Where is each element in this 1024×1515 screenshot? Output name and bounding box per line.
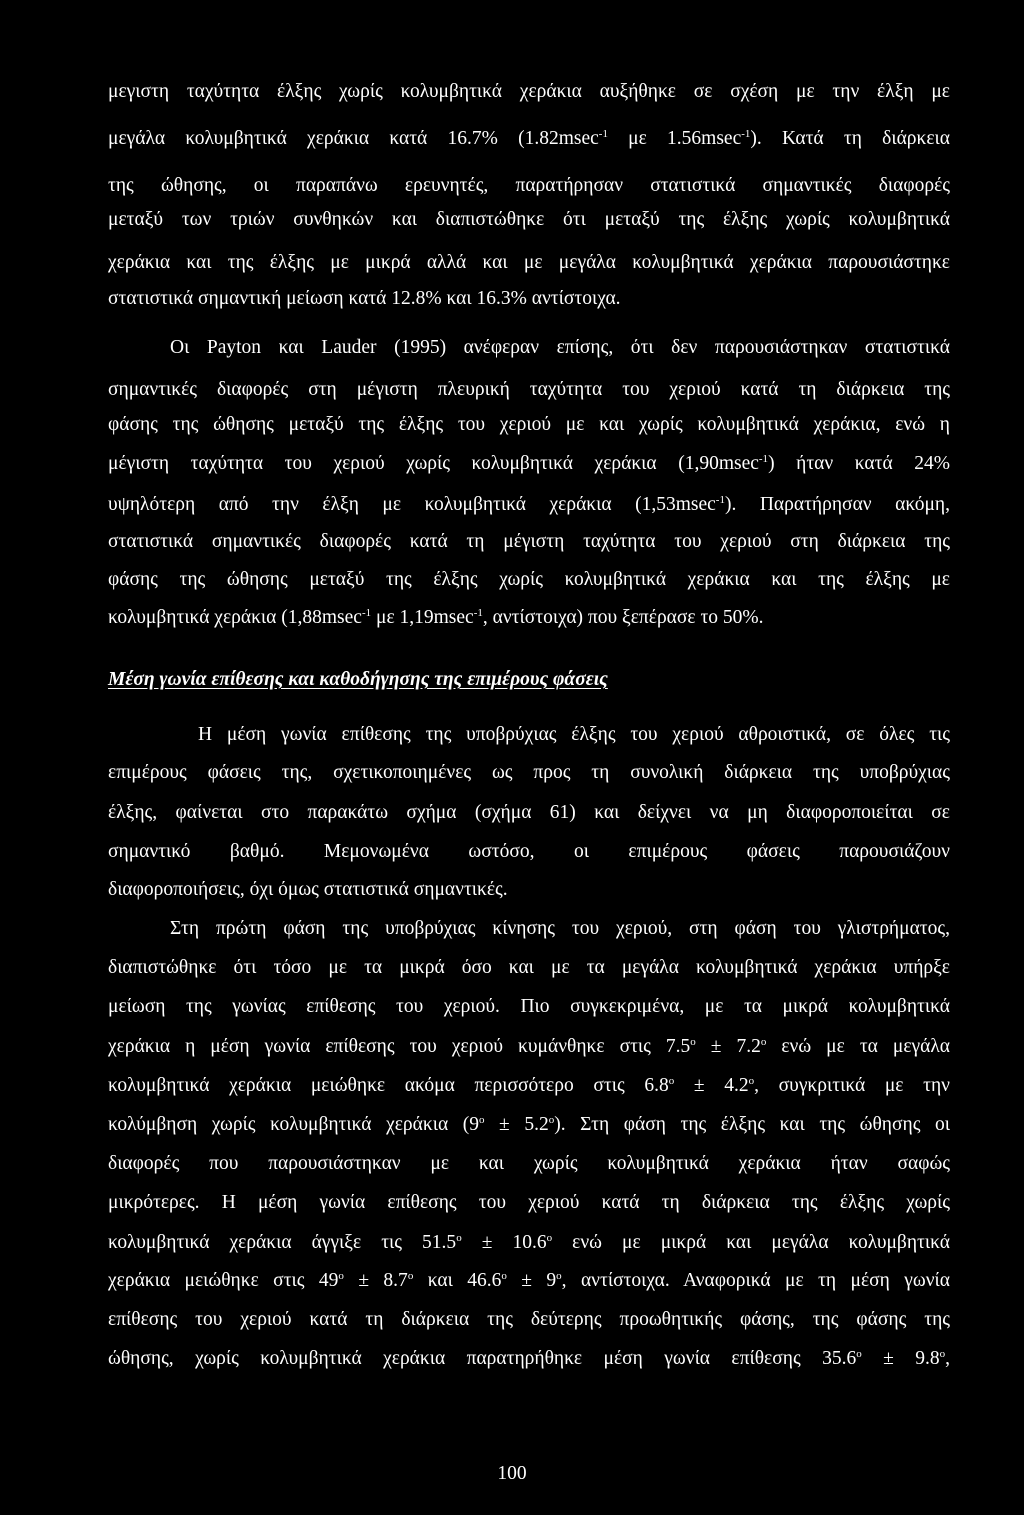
text-line: μεταξύ των τριών συνθηκών και διαπιστώθηκε ότι μεταξύ της έλξης χωρίς κολυμβητικά xyxy=(108,209,950,230)
text-line: επιμέρους φάσεις της, σχετικοποιημένες ως προς τη συνολική διάρκεια της υποβρύχιας xyxy=(108,762,950,783)
text-line: στατιστικά σημαντικές διαφορές κατά τη μέγιστη ταχύτητα του χεριού στη διάρκεια της xyxy=(108,531,950,552)
text-line: χεράκια και της έλξης με μικρά αλλά και με μεγάλα κολυμβητικά χεράκια παρουσιάστηκε xyxy=(108,252,950,273)
text-line: μεγιστη ταχύτητα έλξης χωρίς κολυμβητικά χεράκια αυξήθηκε σε σχέση με την έλξη με xyxy=(108,81,950,102)
text-line: σημαντικό βαθμό. Μεμονωμένα ωστόσο, οι επιμέρους φάσεις παρουσιάζουν xyxy=(108,841,950,862)
text-line: έλξης, φαίνεται στο παρακάτω σχήμα (σχήμα 61) και δείχνει να μη διαφοροποιείται σε xyxy=(108,802,950,823)
text-line: ώθησης, χωρίς κολυμβητικά χεράκια παρατηρήθηκε μέση γωνία επίθεσης $35.6^o \pm 9.8^o$, xyxy=(108,1348,950,1369)
text-line: μείωση της γωνίας επίθεσης του χεριού. Πιο συγκεκριμένα, με τα μικρά κολυμβητικά xyxy=(108,996,950,1017)
text-line: διαφορές που παρουσιάστηκαν με και χωρίς κολυμβητικά χεράκια ήταν σαφώς xyxy=(108,1153,950,1174)
section-heading: Μέση γωνία επίθεσης και καθοδήγησης της επιμέρους φάσεις xyxy=(108,669,608,690)
text-line: διαπιστώθηκε ότι τόσο με τα μικρά όσο και με τα μεγάλα κολυμβητικά χεράκια υπήρξε xyxy=(108,957,950,978)
text-line: κολυμβητικά χεράκια άγγιξε τις $51.5^o \pm 10.6^o$ ενώ με μικρά και μεγάλα κολυμβητικά xyxy=(108,1232,951,1253)
text-line: υψηλότερη από την έλξη με κολυμβητικά χεράκια (1,53msec$^{-1}$). Παρατήρησαν ακόμη, xyxy=(108,494,950,515)
text-line: χεράκια μειώθηκε στις $49^o \pm 8.7^o$ και $46.6^o \pm 9^o$, αντίστοιχα. Αναφορικά με τη μέση γωνία xyxy=(108,1270,950,1291)
text-line: μεγάλα κολυμβητικά χεράκια κατά 16.7% (1.82msec$^{-1}$ με 1.56msec$^{-1}$). Κατά τη διάρκεια xyxy=(108,128,950,149)
text-line: επίθεσης του χεριού κατά τη διάρκεια της δεύτερης προωθητικής φάσης, της φάσης της xyxy=(108,1309,950,1330)
text-line: Στη πρώτη φάση της υποβρύχιας κίνησης του χεριού, στη φάση του γλιστρήματος, xyxy=(170,918,950,939)
text-line: φάσης της ώθησης μεταξύ της έλξης του χεριού με και χωρίς κολυμβητικά χεράκια, ενώ η xyxy=(108,414,950,435)
text-line: κολυμβητικά χεράκια μειώθηκε ακόμα περισσότερο στις $6.8^o \pm 4.2^o$, συγκριτικά με την xyxy=(108,1075,950,1096)
text-line: μέγιστη ταχύτητα του χεριού χωρίς κολυμβητικά χεράκια (1,90msec$^{-1}$) ήταν κατά 24% xyxy=(108,453,950,474)
text-line: μικρότερες. Η μέση γωνία επίθεσης του χεριού κατά τη διάρκεια της έλξης χωρίς xyxy=(108,1192,950,1213)
text-line: κολυμβητικά χεράκια (1,88msec$^{-1}$ με 1,19msec$^{-1}$, αντίστοιχα) που ξεπέρασε το 50%. xyxy=(108,607,764,628)
text-line: κολύμβηση χωρίς κολυμβητικά χεράκια $(9^o \pm 5.2^o)$. Στη φάση της έλξης και της ώθησης οι xyxy=(108,1114,951,1135)
text-line: στατιστικά σημαντική μείωση κατά 12.8% και 16.3% αντίστοιχα. xyxy=(108,288,621,309)
text-line: της ώθησης, οι παραπάνω ερευνητές, παρατήρησαν στατιστικά σημαντικές διαφορές xyxy=(108,175,950,196)
text-line: χεράκια η μέση γωνία επίθεσης του χεριού κυμάνθηκε στις $7.5^o \pm 7.2^o$ ενώ με τα μεγάλα xyxy=(108,1036,951,1057)
text-line: Οι Payton και Lauder (1995) ανέφεραν επίσης, ότι δεν παρουσιάστηκαν στατιστικά xyxy=(170,337,950,358)
text-line: φάσης της ώθησης μεταξύ της έλξης χωρίς κολυμβητικά χεράκια και της έλξης με xyxy=(108,569,950,590)
text-line: Η μέση γωνία επίθεσης της υποβρύχιας έλξης του χεριού αθροιστικά, σε όλες τις xyxy=(198,724,950,745)
page-number: 100 xyxy=(497,1463,527,1484)
text-line: διαφοροποιήσεις, όχι όμως στατιστικά σημαντικές. xyxy=(108,879,508,900)
text-line: σημαντικές διαφορές στη μέγιστη πλευρική ταχύτητα του χεριού κατά τη διάρκεια της xyxy=(108,379,950,400)
